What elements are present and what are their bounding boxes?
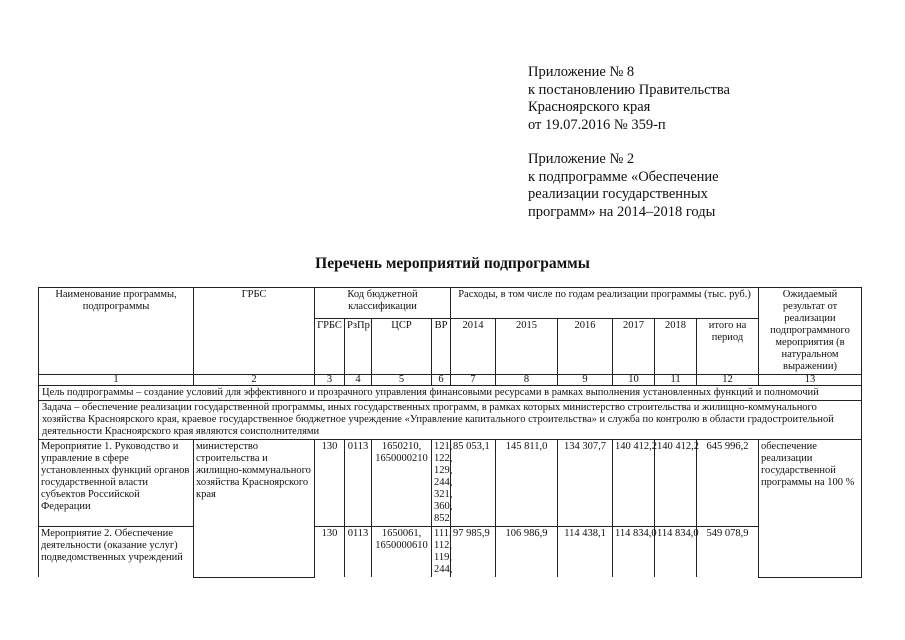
column-number: 10: [613, 375, 655, 386]
annex-2-header: [528, 151, 858, 221]
activity-total: 549 078,9: [697, 527, 759, 578]
activity-name: Мероприятие 2. Обеспечение деятельности (оказание услуг) подведомственных учреждений: [39, 527, 194, 578]
activity-name: Мероприятие 1. Руководство и управление в сфере установленных функций органов государственной власти субъектов Российской Федерации: [39, 440, 194, 527]
activities-table: [38, 287, 862, 578]
header-rzpr: РзПр: [345, 319, 372, 375]
annex-8-header: [528, 64, 858, 134]
header-grbs-code: ГРБС: [315, 319, 345, 375]
document-title: Перечень мероприятий подпрограммы: [315, 255, 590, 272]
table-row: [39, 440, 862, 527]
activity-rzpr: 0113: [345, 527, 372, 578]
activity-2018: 140 412,2: [655, 440, 697, 527]
activity-grbs-code: 130: [315, 440, 345, 527]
activity-2014: 85 053,1: [451, 440, 496, 527]
header-year-2015: 2015: [496, 319, 558, 375]
header-csr: ЦСР: [372, 319, 432, 375]
annex-8-line: Красноярского края: [528, 99, 651, 115]
activity-2017: 114 834,0: [613, 527, 655, 578]
column-number: 13: [759, 375, 862, 386]
header-expected-result: Ожидаемый результат от реализации подпрограммного мероприятия (в натуральном выражении): [759, 288, 862, 375]
header-year-2016: 2016: [558, 319, 613, 375]
activity-csr: 1650210, 1650000210: [372, 440, 432, 527]
annex-2-line: к подпрограмме «Обеспечение: [528, 168, 719, 185]
activity-grbs: министерство строительства и жилищно-коммунального хозяйства Красноярского края: [194, 440, 315, 578]
activity-expected-result: обеспечение реализации государственной программы на 100 %: [759, 440, 862, 578]
activity-vr: 111, 112, 119, 244,: [432, 527, 451, 578]
column-number: 6: [432, 375, 451, 386]
header-grbs: ГРБС: [194, 288, 315, 375]
subprogram-task: Задача – обеспечение реализации государственной программы, иных государственных программ, в рамках которых министерство строительства и жилищно-коммунального хозяйства Красноярского края, краевое государственное бюджетное учреждение «Управление капитального строительства» и служба по контролю в области градостроительной деятельности Красноярского края являются соисполнителями: [39, 401, 862, 440]
header-name: Наименование программы, подпрограммы: [39, 288, 194, 375]
activity-2015: 145 811,0: [496, 440, 558, 527]
activity-2017: 140 412,2: [613, 440, 655, 527]
column-number: 8: [496, 375, 558, 386]
column-number: 1: [39, 375, 194, 386]
subprogram-goal: Цель подпрограммы – создание условий для эффективного и прозрачного управления финансовыми ресурсами в рамках выполнения установленных функций и полномочий: [39, 386, 862, 401]
annex-2-line: Приложение № 2: [528, 151, 635, 167]
header-year-2014: 2014: [451, 319, 496, 375]
annex-2-line: реализации государственных: [528, 186, 708, 202]
column-number: 5: [372, 375, 432, 386]
column-number: 12: [697, 375, 759, 386]
activity-rzpr: 0113: [345, 440, 372, 527]
activity-2018: 114 834,0: [655, 527, 697, 578]
activity-grbs-code: 130: [315, 527, 345, 578]
column-number: 9: [558, 375, 613, 386]
activity-2016: 134 307,7: [558, 440, 613, 527]
activity-csr: 1650061, 1650000610: [372, 527, 432, 578]
header-vr: ВР: [432, 319, 451, 375]
header-expenses: Расходы, в том числе по годам реализации программы (тыс. руб.): [451, 288, 759, 319]
column-number: 7: [451, 375, 496, 386]
header-budget-code: Код бюджетной классификации: [315, 288, 451, 319]
activity-2015: 106 986,9: [496, 527, 558, 578]
activity-2014: 97 985,9: [451, 527, 496, 578]
annex-8-line: Приложение № 8: [528, 64, 635, 80]
annex-8-line: от 19.07.2016 № 359-п: [528, 116, 666, 133]
column-number: 2: [194, 375, 315, 386]
column-number: 3: [315, 375, 345, 386]
column-numbers-row: [39, 375, 862, 386]
header-total: итого на период: [697, 319, 759, 375]
activity-vr: 121, 122, 129, 244, 321, 360, 852: [432, 440, 451, 527]
header-year-2017: 2017: [613, 319, 655, 375]
activity-total: 645 996,2: [697, 440, 759, 527]
activity-2016: 114 438,1: [558, 527, 613, 578]
table-row: [39, 527, 862, 578]
annex-8-line: к постановлению Правительства: [528, 81, 730, 98]
column-number: 11: [655, 375, 697, 386]
annex-2-line: программ» на 2014–2018 годы: [528, 203, 716, 220]
column-number: 4: [345, 375, 372, 386]
header-year-2018: 2018: [655, 319, 697, 375]
